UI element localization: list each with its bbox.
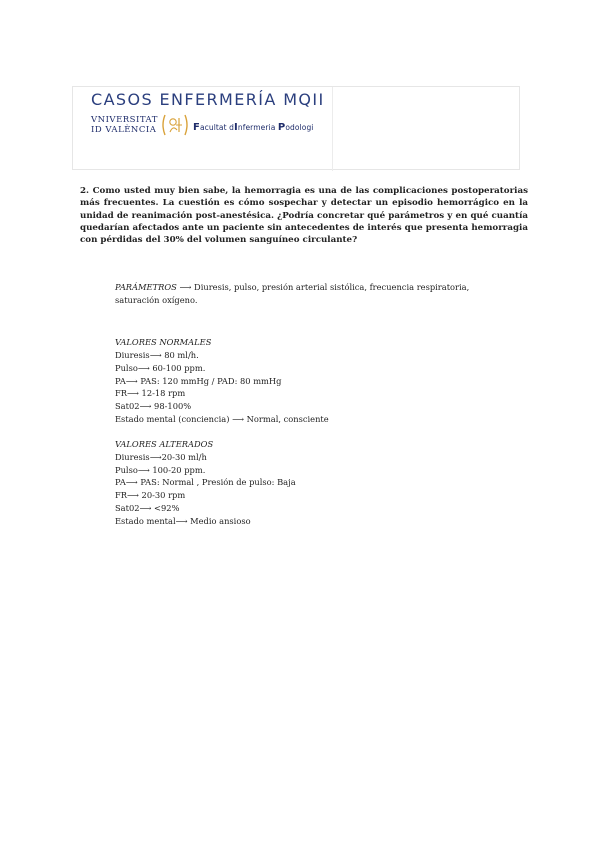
normal-value-item: PA⟶ PAS: 120 mmHg / PAD: 80 mmHg: [115, 375, 282, 386]
altered-value-item: FR⟶ 20-30 rpm: [115, 490, 186, 501]
answer-content: [115, 281, 515, 527]
normal-value-item: Sat02⟶ 98-100%: [115, 400, 192, 411]
altered-value-item: Estado mental⟶ Medio ansioso: [115, 515, 251, 526]
university-logo-line2: ID VALÈNCIA: [91, 125, 157, 135]
normal-values-heading: VALORES NORMALES: [115, 337, 212, 348]
altered-value-item: Pulso⟶ 100-20 ppm.: [115, 464, 206, 475]
parameters-line: [115, 281, 515, 306]
faculty-text-2: nfermeria: [237, 123, 278, 132]
header-box: [72, 86, 520, 170]
faculty-name: [193, 122, 313, 133]
faculty-initial-i: I: [234, 122, 238, 133]
university-logo: [91, 115, 158, 135]
parameters-text: Diuresis, pulso, presión arterial sistólica, frecuencia respiratoria, saturación oxígeno.: [115, 282, 470, 305]
normal-value-item: Estado mental (conciencia) ⟶ Normal, consciente: [115, 413, 329, 424]
parameters-label: PARÁMETROS: [115, 282, 177, 292]
university-logo-line1: VNIVERSITAT: [91, 115, 158, 125]
normal-value-item: Pulso⟶ 60-100 ppm.: [115, 362, 206, 373]
faculty-initial-p: P: [277, 122, 286, 133]
university-seal-icon: [160, 113, 190, 137]
altered-values-heading: VALORES ALTERADOS: [115, 439, 214, 450]
faculty-initial-f: F: [193, 122, 200, 133]
normal-value-item: Diuresis⟶ 80 ml/h.: [115, 350, 199, 361]
question-text: 2. Como usted muy bien sabe, la hemorragia es una de las complicaciones postoperatorias más frecuentes. La cuestión es cómo sospechar y detectar un episodio hemorrágico en la unidad de reanimación post-anestésica. ¿Podría concretar qué parámetros y en qué cuantía quedarían afectados ante un paciente sin antecedentes de interés que presenta hemorragia con pérdidas del 30% del volumen sanguíneo circulante?: [80, 186, 528, 246]
altered-value-item: Sat02⟶ <92%: [115, 502, 180, 513]
parameters-arrow: ⟶: [176, 282, 195, 292]
normal-value-item: FR⟶ 12-18 rpm: [115, 388, 186, 399]
logo-row: [91, 115, 411, 137]
altered-value-item: Diuresis⟶20-30 ml/h: [115, 452, 207, 463]
page-title: CASOS ENFERMERÍA MQII: [91, 90, 325, 109]
faculty-text-3: odologi: [285, 123, 314, 132]
faculty-text-1: acultat d: [199, 123, 235, 132]
altered-value-item: PA⟶ PAS: Normal , Presión de pulso: Baja: [115, 477, 296, 488]
